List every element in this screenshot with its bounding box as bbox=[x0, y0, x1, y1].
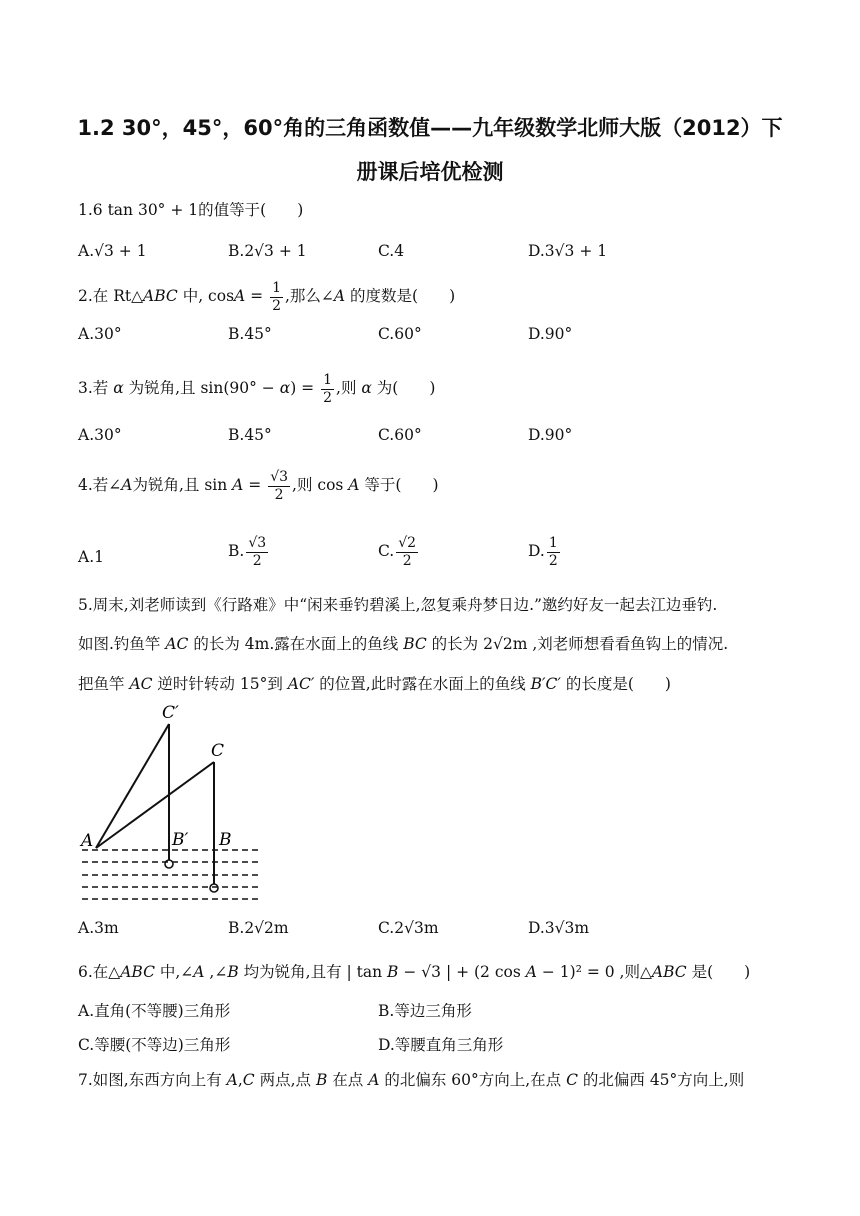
q1-option-d: D.3√3 + 1 bbox=[528, 242, 608, 260]
q1-option-c: C.4 bbox=[378, 242, 405, 260]
q3-option-b: B.45° bbox=[228, 426, 272, 444]
q2-option-d: D.90° bbox=[528, 325, 573, 343]
hook-b bbox=[210, 884, 218, 892]
question-4-stem: 4.若∠A为锐角,且 sin A = $\frac{√3}{2}$ ,则 cos A 等于( ) bbox=[78, 469, 439, 503]
q5-option-c: C.2√3m bbox=[378, 919, 439, 937]
q4-fraction: $\frac{√3}{2}$ bbox=[270, 469, 289, 503]
question-5-line-2: 如图.钓鱼竿 AC 的长为 4m.露在水面上的鱼线 BC 的长为 2√2m ,刘老师想看看鱼钩上的情况. bbox=[78, 635, 729, 653]
q5-option-b: B.2√2m bbox=[228, 919, 289, 937]
question-5-line-1: 5.周末,刘老师读到《行路难》中“闲来垂钓碧溪上,忽复乘舟梦日边.”邀约好友一起去江边垂钓. bbox=[78, 596, 718, 614]
q2-option-b: B.45° bbox=[228, 325, 272, 343]
q3-option-a: A.30° bbox=[78, 426, 122, 444]
q1-option-b: B.2√3 + 1 bbox=[228, 242, 307, 260]
fishing-rod-figure bbox=[76, 700, 276, 900]
q4-option-d: D. $\frac{1}{2}$ bbox=[528, 535, 558, 569]
q5-option-d: D.3√3m bbox=[528, 919, 590, 937]
q4-option-a: A.1 bbox=[78, 548, 104, 566]
q4-option-c: C. $\frac{√2}{2}$ bbox=[378, 535, 417, 569]
q2-fraction: $\frac{1}{2}$ bbox=[272, 280, 281, 314]
question-6-stem: 6.在△ABC 中,∠A ,∠B 均为锐角,且有 | tan B − √3 | + (2 cos A − 1)² = 0 ,则△ABC 是( ) bbox=[78, 963, 751, 981]
label-b-prime: B′ bbox=[172, 830, 189, 850]
question-3-stem: 3.若 α 为锐角,且 sin(90° − α) = $\frac{1}{2}$ ,则 α 为( ) bbox=[78, 372, 436, 406]
q6-option-d: D.等腰直角三角形 bbox=[378, 1036, 504, 1054]
q5-option-a: A.3m bbox=[78, 919, 119, 937]
q3-fraction: $\frac{1}{2}$ bbox=[323, 372, 333, 406]
label-b: B bbox=[219, 830, 232, 850]
q6-option-b: B.等边三角形 bbox=[378, 1002, 472, 1020]
q2-option-a: A.30° bbox=[78, 325, 122, 343]
question-2-stem: 2.在 Rt△ABC 中, cosA = $\frac{1}{2}$ ,那么∠A 的度数是( ) bbox=[78, 280, 456, 314]
label-a: A bbox=[81, 831, 94, 851]
q3-option-d: D.90° bbox=[528, 426, 573, 444]
q6-option-a: A.直角(不等腰)三角形 bbox=[78, 1002, 231, 1020]
question-7-stem: 7.如图,东西方向上有 A,C 两点,点 B 在点 A 的北偏东 60°方向上,在点 C 的北偏西 45°方向上,则 bbox=[78, 1071, 745, 1089]
question-1-stem: 1.6 tan 30° + 1的值等于( ) bbox=[78, 201, 304, 219]
label-c: C bbox=[211, 741, 225, 761]
rod-ac bbox=[96, 762, 214, 848]
q3-option-c: C.60° bbox=[378, 426, 422, 444]
page-title-line-1: 1.2 30°，45°，60°角的三角函数值——九年级数学北师大版（2012）下 bbox=[77, 116, 783, 140]
page-title-line-2: 册课后培优检测 bbox=[356, 160, 504, 184]
rod-ac-prime bbox=[96, 724, 169, 848]
q2-option-c: C.60° bbox=[378, 325, 422, 343]
q1-option-a: A.√3 + 1 bbox=[78, 242, 147, 260]
q4-option-b: B. $\frac{√3}{2}$ bbox=[228, 535, 267, 569]
question-5-line-3: 把鱼竿 AC 逆时针转动 15°到 AC′ 的位置,此时露在水面上的鱼线 B′C′ 的长度是( ) bbox=[78, 675, 671, 693]
q6-option-c: C.等腰(不等边)三角形 bbox=[78, 1036, 231, 1054]
label-c-prime: C′ bbox=[162, 703, 179, 723]
